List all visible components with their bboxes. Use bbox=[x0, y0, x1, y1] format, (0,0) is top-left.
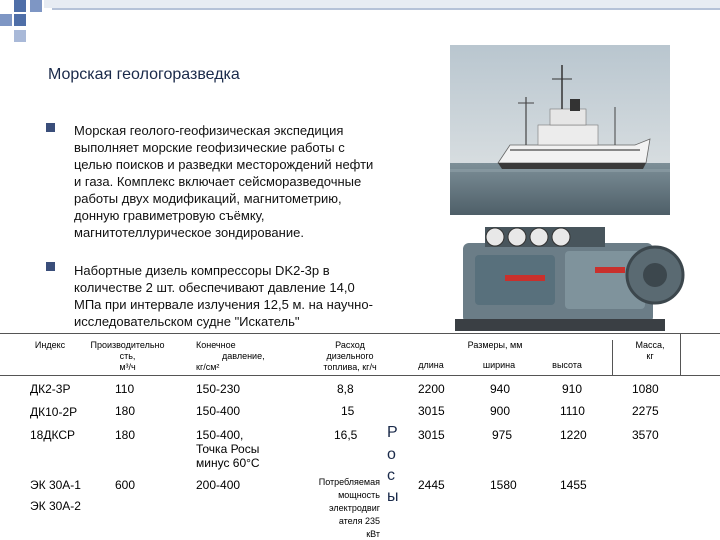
side-letter: Р bbox=[387, 424, 398, 441]
header-pressure: Конечное давление, кг/см² bbox=[196, 340, 265, 372]
header-dimensions: Размеры, мм bbox=[467, 340, 523, 350]
side-letter: о bbox=[387, 446, 396, 463]
header-rule bbox=[44, 0, 720, 10]
side-letter: с bbox=[387, 467, 395, 484]
compressor-photo bbox=[455, 215, 700, 345]
ship-photo bbox=[450, 45, 670, 215]
table-rule bbox=[0, 375, 720, 376]
bullet-icon bbox=[46, 123, 55, 132]
paragraph-compressors: Набортные дизель компрессоры DK2-3р в количестве 2 шт. обеспечивают давление 14,0 МПа при интервале излучения 12,5 м. на научно- исследовательском судне "Искатель" bbox=[74, 263, 373, 329]
header-mass: Масса, кг bbox=[635, 340, 665, 361]
header-height: высота bbox=[552, 360, 582, 370]
header-length: длина bbox=[418, 360, 444, 370]
paragraph-expedition: Морская геолого-геофизическая экспедиция выполняет морские геофизические работы с целью поисков и разведки месторождений нефти и газа. Комплекс включает сейсморазведочные работы двух модификаций, магнитометрию, донную гравиметровую съёмку, магнитотеллурическое зондирование. bbox=[74, 123, 374, 240]
fuel-note: Потребляемая мощность электродвиг ателя 235 кВт bbox=[318, 477, 380, 539]
header-capacity: Производительно сть, м³/ч bbox=[90, 340, 165, 372]
header-fuel: Расход дизельного топлива, кг/ч bbox=[323, 340, 377, 372]
side-letter: ы bbox=[387, 488, 399, 505]
slide-title: Морская геологоразведка bbox=[48, 66, 240, 83]
table-rule bbox=[612, 340, 613, 375]
header-width: ширина bbox=[482, 360, 516, 370]
bullet-icon bbox=[46, 262, 55, 271]
header-index: Индекс bbox=[34, 340, 66, 350]
